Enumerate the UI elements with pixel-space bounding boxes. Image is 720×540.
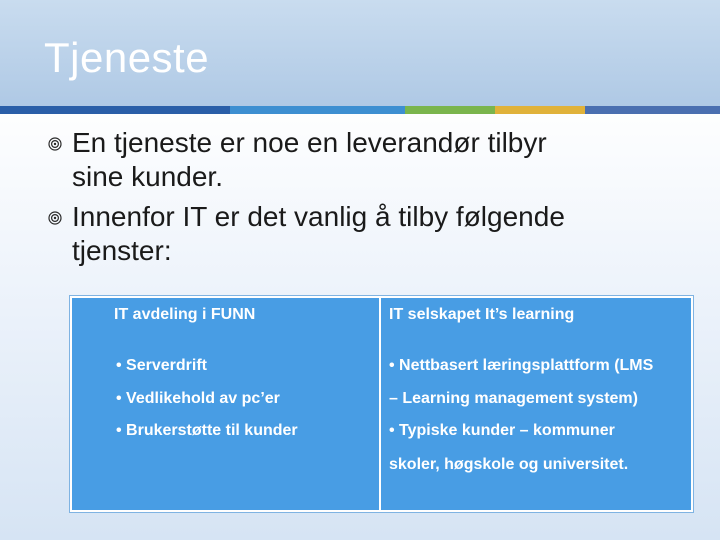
accent-segment-1 (0, 106, 230, 114)
bullet-item-1 (48, 126, 698, 194)
bullet-list (48, 126, 698, 274)
bullet-text-line1: En tjeneste er noe en leverandør tilbyr (72, 127, 547, 158)
column-header: IT avdeling i FUNN (114, 306, 256, 323)
circle-bullet-icon (48, 211, 62, 225)
accent-segment-4 (495, 106, 585, 114)
list-item: • Serverdrift (116, 357, 207, 374)
list-item: • Typiske kunder – kommuner (389, 422, 615, 439)
slide-title: Tjeneste (44, 34, 210, 81)
list-item: • Nettbasert læringsplattform (LMS (389, 357, 654, 374)
accent-segment-3 (405, 106, 495, 114)
services-table (70, 296, 693, 512)
column-header: IT selskapet It’s learning (389, 306, 575, 323)
accent-bar (0, 106, 720, 114)
list-item: – Learning management system) (389, 390, 638, 407)
accent-segment-5 (585, 106, 720, 114)
circle-bullet-icon (48, 137, 62, 151)
list-item: • Brukerstøtte til kunder (116, 422, 298, 439)
bullet-item-2 (48, 200, 698, 268)
table-column-left (72, 298, 381, 510)
list-item: • Vedlikehold av pc’er (116, 390, 280, 407)
list-item: skoler, høgskole og universitet. (389, 456, 629, 473)
bullet-text-line2: sine kunder. (72, 161, 223, 192)
accent-segment-2 (230, 106, 405, 114)
table-column-right (381, 298, 691, 510)
bullet-text-line1: Innenfor IT er det vanlig å tilby følgende (72, 201, 565, 232)
bullet-text-line2: tjenster: (72, 235, 172, 266)
